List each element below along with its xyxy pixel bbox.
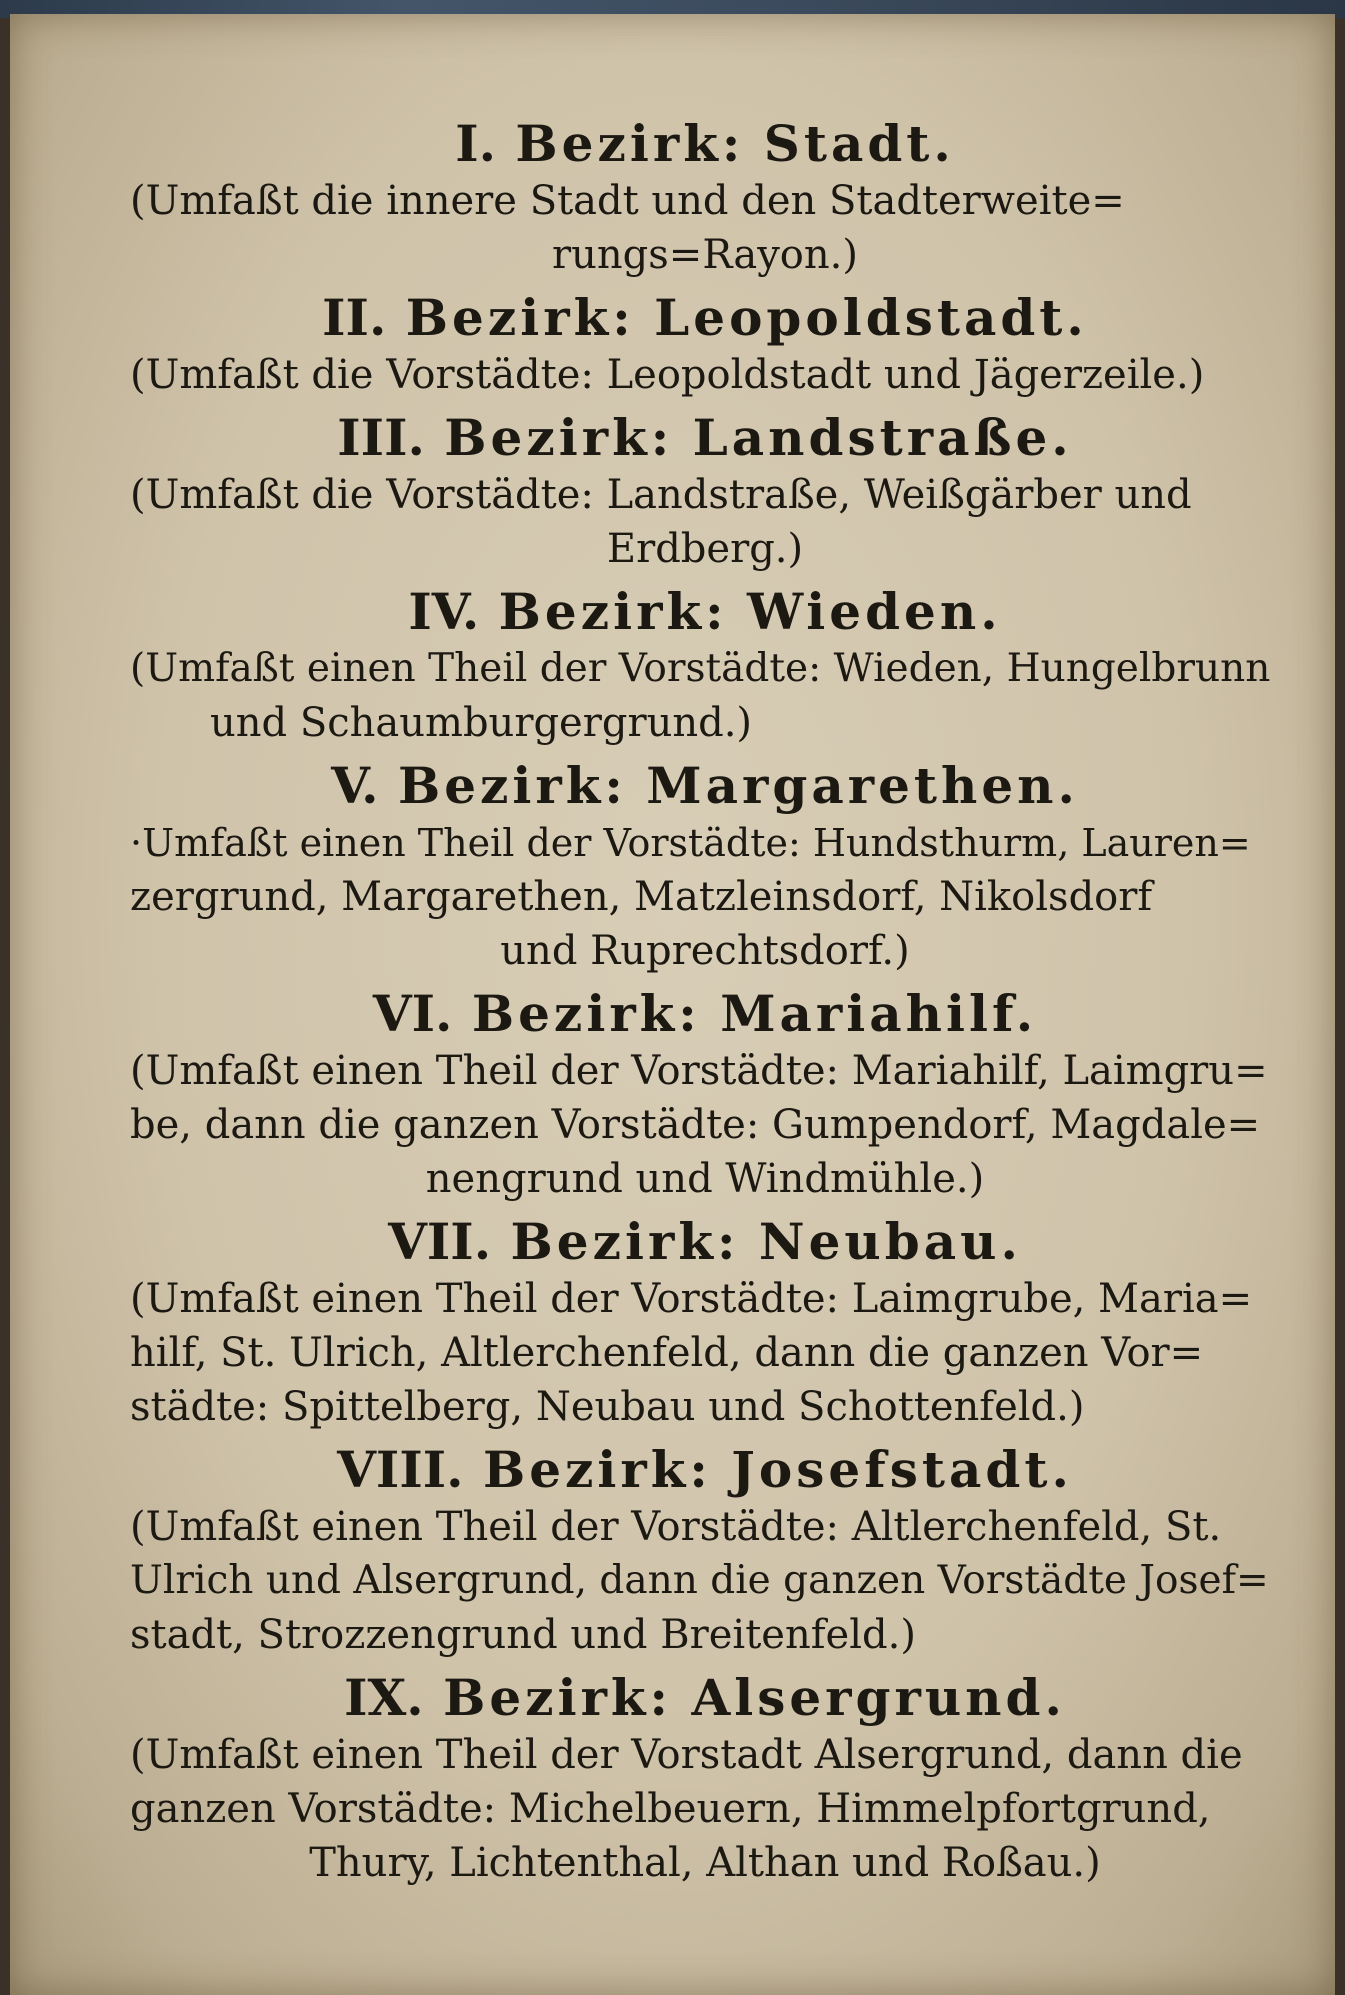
book-page — [10, 14, 1335, 1995]
description-line: ·Umfaßt einen Theil der Vorstädte: Hundsthurm, Lauren= — [130, 821, 1251, 865]
district-label: Bezirk: — [510, 1212, 740, 1271]
description-line: be, dann die ganzen Vorstädte: Gumpendorf, Magdale= — [130, 1102, 1261, 1148]
district-number: III. — [337, 408, 425, 467]
district-name: Wieden. — [746, 582, 1002, 641]
district-label: Bezirk: — [471, 984, 701, 1043]
district-heading — [130, 1212, 1280, 1272]
description-line: hilf, St. Ulrich, Altlerchenfeld, dann die ganzen Vor= — [130, 1330, 1204, 1376]
district-entry — [130, 1668, 1280, 1896]
description-line: (Umfaßt einen Theil der Vorstädte: Wieden, Hungelbrunn — [130, 646, 1271, 691]
description-line: Ulrich und Alsergrund, dann die ganzen Vorstädte Josef= — [130, 1558, 1269, 1603]
district-heading — [130, 288, 1280, 348]
description-line: rungs=Rayon.) — [552, 232, 858, 278]
district-heading — [130, 756, 1280, 816]
district-entry — [130, 582, 1280, 756]
district-label: Bezirk: — [443, 1668, 673, 1727]
district-number: I. — [455, 114, 496, 173]
district-description — [130, 1500, 1280, 1662]
district-number: II. — [322, 288, 387, 347]
district-name: Neubau. — [758, 1212, 1022, 1271]
description-line: und Ruprechtsdorf.) — [500, 928, 910, 974]
district-entry — [130, 408, 1280, 582]
district-label: Bezirk: — [498, 582, 728, 641]
district-heading — [130, 984, 1280, 1044]
district-name: Josefstadt. — [731, 1440, 1073, 1499]
description-line: (Umfaßt einen Theil der Vorstädte: Altlerchenfeld, St. — [130, 1504, 1222, 1550]
description-line: Erdberg.) — [606, 526, 804, 572]
district-heading — [130, 408, 1280, 468]
description-line: städte: Spittelberg, Neubau und Schottenfeld.) — [130, 1384, 1085, 1430]
district-entry — [130, 984, 1280, 1212]
district-description — [130, 1272, 1280, 1434]
district-name: Mariahilf. — [720, 984, 1038, 1043]
district-entry — [130, 114, 1280, 288]
district-description — [130, 468, 1280, 576]
district-name: Leopoldstadt. — [654, 288, 1088, 347]
district-description — [130, 816, 1280, 978]
description-line: Thury, Lichtenthal, Althan und Roßau.) — [309, 1840, 1101, 1886]
district-name: Stadt. — [763, 114, 955, 173]
district-number: IV. — [408, 582, 480, 641]
district-number: VII. — [388, 1212, 492, 1271]
district-entry — [130, 288, 1280, 408]
district-heading — [130, 1668, 1280, 1728]
district-list — [130, 114, 1280, 1896]
description-line: (Umfaßt die Vorstädte: Leopoldstadt und Jägerzeile.) — [130, 352, 1205, 398]
district-label: Bezirk: — [405, 288, 635, 347]
district-entry — [130, 756, 1280, 984]
description-line: und Schaumburgergrund.) — [210, 700, 753, 746]
description-line: (Umfaßt die innere Stadt und den Stadterweite= — [130, 178, 1125, 224]
district-description — [130, 174, 1280, 282]
description-line: ganzen Vorstädte: Michelbeuern, Himmelpfortgrund, — [130, 1786, 1211, 1832]
district-number: VIII. — [337, 1440, 464, 1499]
district-heading — [130, 114, 1280, 174]
description-line: zergrund, Margarethen, Matzleinsdorf, Nikolsdorf — [130, 874, 1153, 920]
district-number: VI. — [372, 984, 453, 1043]
district-heading — [130, 1440, 1280, 1500]
district-name: Alsergrund. — [691, 1668, 1066, 1727]
entry-spacer — [130, 1890, 1280, 1896]
description-line: nengrund und Windmühle.) — [425, 1156, 985, 1202]
description-line: (Umfaßt die Vorstädte: Landstraße, Weißgärber und — [130, 472, 1192, 518]
description-line: stadt, Strozzengrund und Breitenfeld.) — [130, 1612, 916, 1658]
district-description — [130, 642, 1280, 750]
district-name: Margarethen. — [646, 756, 1079, 815]
district-label: Bezirk: — [482, 1440, 712, 1499]
district-heading — [130, 582, 1280, 642]
district-number: V. — [331, 756, 379, 815]
district-description — [130, 348, 1280, 402]
district-name: Landstraße. — [692, 408, 1073, 467]
district-number: IX. — [344, 1668, 424, 1727]
district-entry — [130, 1440, 1280, 1668]
district-label: Bezirk: — [444, 408, 674, 467]
district-label: Bezirk: — [515, 114, 745, 173]
description-line: (Umfaßt einen Theil der Vorstädte: Mariahilf, Laimgru= — [130, 1048, 1268, 1094]
description-line: (Umfaßt einen Theil der Vorstädte: Laimgrube, Maria= — [130, 1276, 1253, 1322]
district-description — [130, 1728, 1280, 1890]
description-line: (Umfaßt einen Theil der Vorstadt Alsergrund, dann die — [130, 1732, 1243, 1778]
district-entry — [130, 1212, 1280, 1440]
district-description — [130, 1044, 1280, 1206]
district-label: Bezirk: — [397, 756, 627, 815]
